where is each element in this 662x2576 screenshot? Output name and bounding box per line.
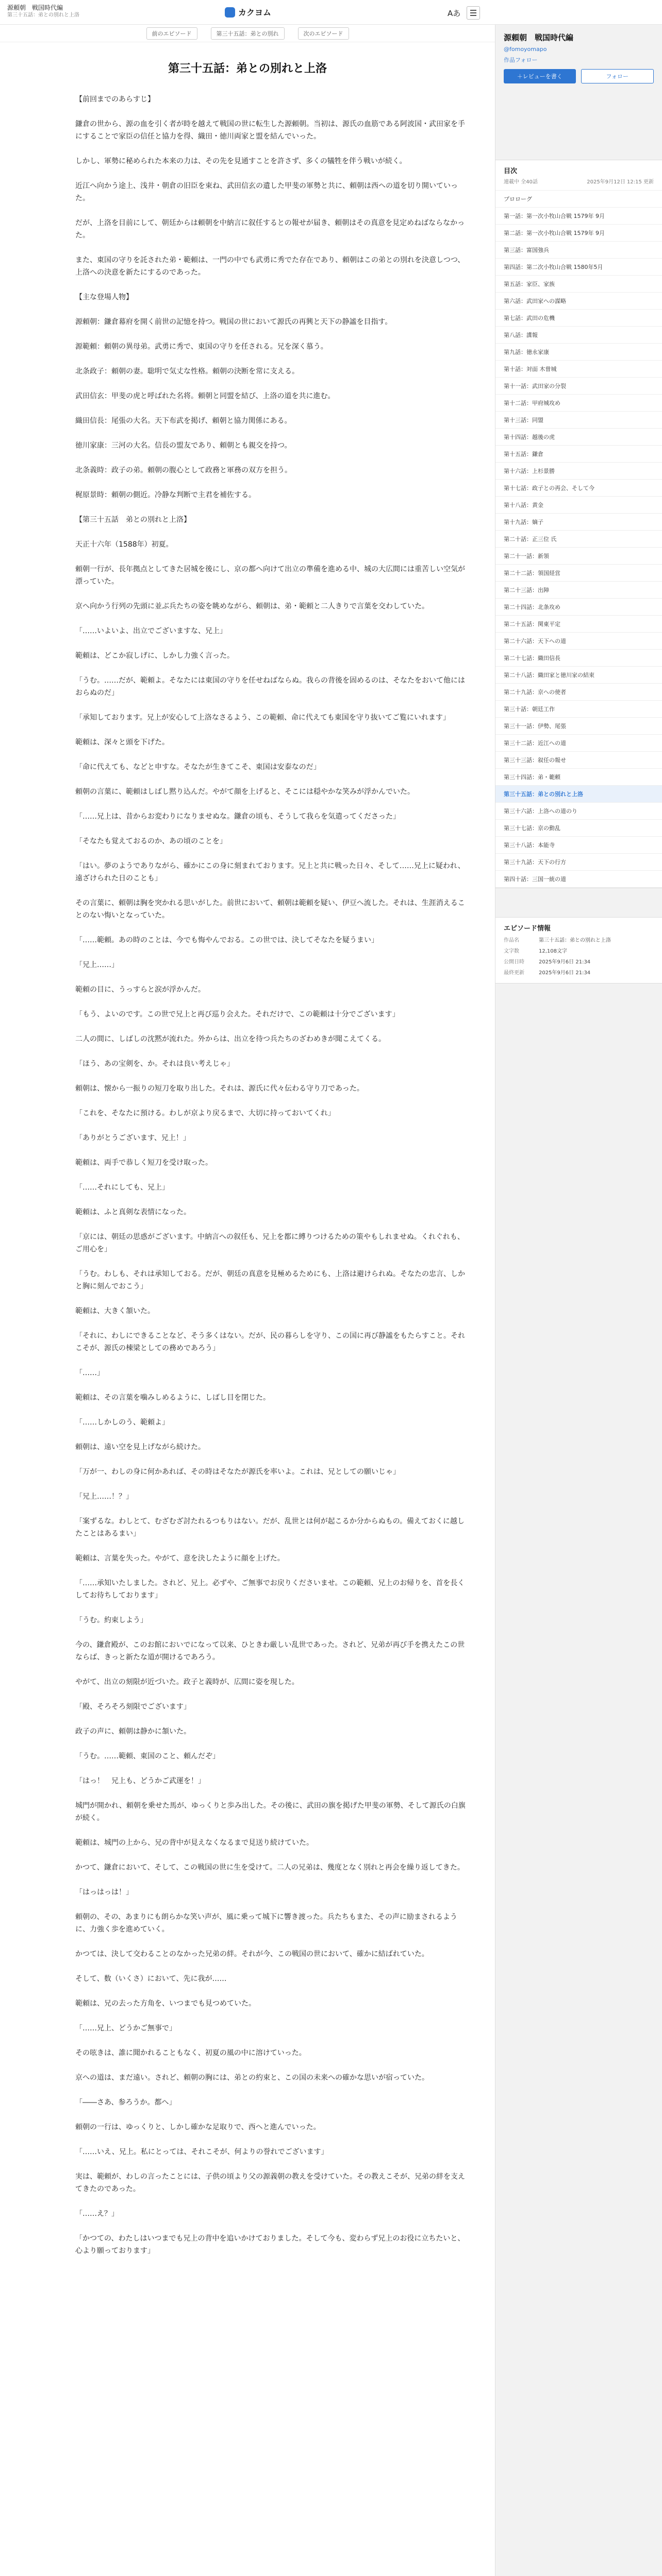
sidebar-header xyxy=(495,25,662,83)
toc-item[interactable]: 第十七話：政子との再会、そして今 xyxy=(495,480,662,497)
body-paragraph: 「万が一、わしの身に何かあれば、その時はそなたが源氏を率いよ。これは、兄としての願いじゃ」 xyxy=(75,1468,400,1476)
body-paragraph: 範頼は、どこか寂しげに、しかし力強く言った。 xyxy=(75,652,234,660)
body-paragraph: 範頼は、言葉を失った。やがて、意を決したように顔を上げた。 xyxy=(75,1554,285,1563)
body-paragraph: 範頼は、深々と頭を下げた。 xyxy=(75,738,169,747)
sidebar-work-title[interactable]: 源頼朝 戦国時代編 xyxy=(504,33,574,42)
body-paragraph: 範頼は、大きく頷いた。 xyxy=(75,1307,155,1315)
site-header xyxy=(0,0,662,25)
toc-item[interactable]: 第七話：武田の危機 xyxy=(495,310,662,327)
toc-item[interactable]: 第二十七話：織田信長 xyxy=(495,650,662,667)
toc-item[interactable]: 第十二話：甲府城攻め xyxy=(495,395,662,412)
body-paragraph: 「……承知いたしました。されど、兄上。必ずや、ご無事でお戻りくださいませ。この範頼、兄上のお帰りを、首を長くしてお待ちしております」 xyxy=(75,1579,465,1600)
toc-item[interactable]: 第二十三話：出陣 xyxy=(495,582,662,599)
body-paragraph: 範頼の目に、うっすらと涙が浮かんだ。 xyxy=(75,986,205,994)
sidebar-buttons xyxy=(504,69,654,83)
body-paragraph: だが、上洛を目前にして、朝廷からは頼朝を中納言に叙任するとの報せが届き、頼朝はその真意を見定めねばならなかった。 xyxy=(75,219,465,240)
body-paragraph: 「……兄上は、昔からお変わりになりませぬな。鎌倉の頃も、そうして我らを気遣ってくださった」 xyxy=(75,812,400,821)
reader-main xyxy=(0,25,495,2576)
body-paragraph: 二人の間に、しばしの沈黙が流れた。外からは、出立を待つ兵たちのざわめきが聞こえてくる。 xyxy=(75,1035,386,1043)
body-paragraph: 「承知しております。兄上が安心して上洛なさるよう、この範頼、命に代えても東国を守り抜いてご覧にいれます」 xyxy=(75,714,450,722)
toc-item[interactable]: 第三十八話：本能寺 xyxy=(495,837,662,854)
episode-index-button[interactable]: 第三十五話：弟との別れ xyxy=(211,27,285,40)
sidebar xyxy=(495,25,662,2576)
header-breadcrumb: 第三十五話：弟との別れと上洛 xyxy=(7,12,79,18)
info-value: 2025年9月6日 21:34 xyxy=(539,970,591,976)
toc-item[interactable]: 第二十六話：天下への道 xyxy=(495,633,662,650)
toc-item[interactable]: 第八話：諜報 xyxy=(495,327,662,344)
body-paragraph: 政子の声に、頼朝は静かに頷いた。 xyxy=(75,1727,191,1736)
body-paragraph: その呟きは、誰に聞かれることもなく、初夏の風の中に溶けていった。 xyxy=(75,2049,306,2057)
toc-item[interactable]: 第三十九話：天下の行方 xyxy=(495,854,662,871)
toc-meta xyxy=(504,177,654,185)
body-paragraph: 「殿、そろそろ刻限でございます」 xyxy=(75,1703,191,1711)
body-paragraph: 範頼は、両手で恭しく短刀を受け取った。 xyxy=(75,1159,212,1167)
body-paragraph: しかし、軍勢に秘められた本来の力は、その先を見通すことを許さず、多くの犠牲を伴う戦いが続く。 xyxy=(75,157,407,165)
toc-item[interactable]: 第十九話：嫡子 xyxy=(495,514,662,531)
body-paragraph: 「それに、わしにできることなど、そう多くはない。だが、民の暮らしを守り、この国に再び静謐をもたらすこと。それこそが、源氏の棟梁としての務めであろう」 xyxy=(75,1332,465,1352)
info-value: 第三十五話：弟との別れと上洛 xyxy=(539,938,611,943)
sidebar-follow-count: 作品フォロー xyxy=(504,57,538,63)
info-row xyxy=(504,957,654,965)
body-paragraph: 城門が開かれ、頼朝を乗せた馬が、ゆっくりと歩み出した。その後に、武田の旗を掲げた甲斐の軍勢、そして源氏の白旗が続く。 xyxy=(75,1802,466,1822)
info-key: 作品名 xyxy=(504,938,519,943)
toc-item[interactable]: 第十一話：武田家の分裂 xyxy=(495,378,662,395)
toc-item[interactable]: 第三十四話：弟・範頼 xyxy=(495,769,662,786)
toc-item[interactable]: 第三十話：朝廷工作 xyxy=(495,701,662,718)
logo-text: カクヨム xyxy=(238,8,272,18)
toc-updated: 2025年9月12日 12:15 更新 xyxy=(587,179,654,185)
body-paragraph: 「はっ！ 兄上も、どうかご武運を！」 xyxy=(75,1777,205,1785)
body-paragraph: 「うむ。……範頼、東国のこと、頼んだぞ」 xyxy=(75,1752,220,1760)
body-paragraph: 頼朝の一行は、ゆっくりと、しかし確かな足取りで、西へと進んでいった。 xyxy=(75,2123,321,2131)
body-paragraph: 「京には、朝廷の思惑がございます。中納言への叙任も、兄上を都に縛りつけるための策やもしれませぬ。くれぐれも、ご用心を」 xyxy=(75,1233,465,1253)
body-paragraph: 「案ずるな。わしとて、むざむざ討たれるつもりはない。だが、乱世とは何が起こるか分からぬもの。備えておくに越したことはあるまい」 xyxy=(75,1517,465,1538)
body-paragraph: 「ありがとうございます、兄上！」 xyxy=(75,1134,190,1142)
body-paragraph: 「……いよいよ、出立でございますな、兄上」 xyxy=(75,627,227,635)
body-paragraph: 今の、鎌倉殿が、このお館においでになって以来、ひときわ厳しい乱世であった。されど、兄弟が再び手を携えたこの世ならば、きっと新たな道が開けるであろう。 xyxy=(75,1641,465,1662)
body-paragraph: 「そなたも覚えておるのか、あの頃のことを」 xyxy=(75,837,227,845)
toc-item[interactable]: 第三十三話：叙任の報せ xyxy=(495,752,662,769)
toc-item[interactable]: 第十三話：同盟 xyxy=(495,412,662,429)
toc-title: 目次 xyxy=(504,167,518,175)
body-paragraph: 天正十六年（1588年）初夏。 xyxy=(75,540,173,549)
toc-list xyxy=(495,191,662,888)
body-paragraph: 京へ向かう行列の先頭に並ぶ兵たちの姿を眺めながら、頼朝は、弟・範頼と二人きりで言葉を交わしていた。 xyxy=(75,602,429,611)
header-tools xyxy=(448,6,480,20)
text-size-button[interactable]: Aあ xyxy=(448,8,461,18)
body-paragraph: 【前回までのあらすじ】 xyxy=(75,95,155,104)
info-row xyxy=(504,936,654,943)
body-paragraph: 北条義時：政子の弟。頼朝の腹心として政務と軍務の双方を担う。 xyxy=(75,466,292,474)
body-paragraph: 「……範頼。あの時のことは、今でも悔やんでおる。この世では、決してそなたを疑うまい」 xyxy=(75,936,378,944)
write-review-button[interactable]: ＋レビューを書く xyxy=(504,69,576,83)
body-paragraph: その言葉に、頼朝は胸を突かれる思いがした。前世において、頼朝は範頼を疑い、伊豆へ流した。それは、生涯消えることのない悔いとなっていた。 xyxy=(75,899,465,920)
body-paragraph: 武田信玄：甲斐の虎と呼ばれた名将。頼朝と同盟を結び、上洛の道を共に進む。 xyxy=(75,392,335,400)
body-paragraph: 「……しかしのう、範頼よ」 xyxy=(75,1418,169,1427)
toc-item[interactable]: 第四十話：三国一統の道 xyxy=(495,871,662,888)
body-paragraph: 頼朝の言葉に、範頼はしばし黙り込んだ。やがて顔を上げると、そこには穏やかな笑みが浮かんでいた。 xyxy=(75,788,415,796)
toc-item[interactable]: 第二十一話：新領 xyxy=(495,548,662,565)
info-row xyxy=(504,946,654,954)
body-paragraph: 範頼は、ふと真剣な表情になった。 xyxy=(75,1208,191,1216)
body-paragraph: 源範頼：頼朝の異母弟。武勇に秀で、東国の守りを任される。兄を深く慕う。 xyxy=(75,343,328,351)
site-logo[interactable] xyxy=(225,6,271,18)
body-paragraph: 頼朝の、その、あまりにも朗らかな笑い声が、風に乗って城下に響き渡った。兵たちもまた、その声に励まされるように、力強く歩を進めていく。 xyxy=(75,1913,457,1934)
episode-info-list xyxy=(504,936,654,976)
toc-item[interactable]: 第二十二話：領国経営 xyxy=(495,565,662,582)
toc-count: 連載中 全40話 xyxy=(504,179,538,185)
episode-info-title: エピソード情報 xyxy=(504,925,551,933)
info-key: 文字数 xyxy=(504,948,519,954)
header-work-title[interactable]: 源頼朝 戦国時代編 xyxy=(7,4,63,11)
table-of-contents xyxy=(495,160,662,888)
toc-item[interactable]: 第十四話：越後の虎 xyxy=(495,429,662,446)
toc-header xyxy=(495,160,662,191)
toc-item[interactable]: 第十五話：鎌倉 xyxy=(495,446,662,463)
toc-item[interactable]: 第三話：富国強兵 xyxy=(495,242,662,259)
body-paragraph: 範頼は、城門の上から、兄の背中が見えなくなるまで見送り続けていた。 xyxy=(75,1839,313,1847)
episode-nav xyxy=(0,25,495,42)
toc-item[interactable]: 第二十四話：北条攻め xyxy=(495,599,662,616)
toc-item[interactable]: 第一話：第一次小牧山合戦 1579年 9月 xyxy=(495,208,662,225)
body-paragraph: 「かつての、わたしはいつまでも兄上の背中を追いかけておりました。そして今も、変わらず兄上のお役に立ちたいと、心より願っております」 xyxy=(75,2234,465,2255)
body-paragraph: 「これを、そなたに預ける。わしが京より戻るまで、大切に持っておいてくれ」 xyxy=(75,1109,335,1117)
info-value: 12,108文字 xyxy=(539,948,567,954)
body-paragraph: 徳川家康：三河の大名。信長の盟友であり、頼朝とも親交を持つ。 xyxy=(75,442,292,450)
body-paragraph: かつては、決して交わることのなかった兄弟の絆。それが今、この戦国の世において、確かに結ばれていた。 xyxy=(75,1950,429,1958)
info-value: 2025年9月6日 21:34 xyxy=(539,959,591,965)
info-row xyxy=(504,968,654,976)
toc-item[interactable]: 第二十九話：京への使者 xyxy=(495,684,662,701)
toc-item[interactable]: 第九話：徳永家康 xyxy=(495,344,662,361)
body-paragraph: 「……え？」 xyxy=(75,2210,119,2218)
episode-body xyxy=(75,93,467,2257)
toc-item[interactable]: 第二話：第一次小牧山合戦 1579年 9月 xyxy=(495,225,662,242)
body-paragraph: 「もう、よいのです。この世で兄上と再び巡り会えた。それだけで、この範頼は十分でございます」 xyxy=(75,1010,400,1019)
toc-item[interactable]: 第三十二話：近江への道 xyxy=(495,735,662,752)
body-paragraph: 頼朝は、遠い空を見上げながら続けた。 xyxy=(75,1443,205,1451)
body-paragraph: 「――さあ、参ろうか。都へ」 xyxy=(75,2098,176,2107)
toc-item[interactable]: 第三十七話：京の動乱 xyxy=(495,820,662,837)
body-paragraph: やがて、出立の刻限が近づいた。政子と義時が、広間に姿を現した。 xyxy=(75,1678,299,1686)
body-paragraph: 実は、範頼が、わしの言ったことには、子供の頃より父の源義朝の教えを受けていた。その教えこそが、兄弟の絆を支えてきたのであった。 xyxy=(75,2173,465,2193)
toc-item[interactable]: 第四話：第二次小牧山合戦 1580年5月 xyxy=(495,259,662,276)
body-paragraph: 「うむ。……だが、範頼よ。そなたには東国の守りを任せねばならぬ。我らの背後を固めるのは、そなたをおいて他にはおらぬのだ」 xyxy=(75,676,465,697)
toc-item[interactable]: 第三十六話：上洛への道のり xyxy=(495,803,662,820)
body-paragraph: 「うむ。約束しよう」 xyxy=(75,1616,147,1624)
body-paragraph: 梶原景時：頼朝の側近。冷静な判断で主君を補佐する。 xyxy=(75,491,256,499)
prev-episode-button[interactable]: 前のエピソード xyxy=(146,27,197,40)
body-paragraph: また、東国の守りを託された弟・範頼は、一門の中でも武勇に秀でた存在であり、頼朝はこの弟との別れを決意しつつ、上洛への決意を新たにするのであった。 xyxy=(75,256,465,277)
body-paragraph: 「はい。夢のようでありながら、確かにこの身に刻まれております。兄上と共に戦った日々、そして……兄上に疑われ、遠ざけられた日のことも」 xyxy=(75,862,465,883)
body-paragraph: 「はっはっは！」 xyxy=(75,1888,133,1896)
toc-item[interactable]: 第三十五話：弟との別れと上洛 xyxy=(495,786,662,803)
sidebar-author[interactable]: @fomoyomapo xyxy=(504,46,547,53)
episode-info xyxy=(495,917,662,984)
body-paragraph: 【主な登場人物】 xyxy=(75,293,133,301)
body-paragraph: 源頼朝：鎌倉幕府を開く前世の記憶を持つ。戦国の世において源氏の再興と天下の静謐を目指す。 xyxy=(75,318,392,326)
body-paragraph: そして、数（いくさ）において、先に我が…… xyxy=(75,1975,227,1983)
follow-button[interactable]: フォロー xyxy=(581,69,654,83)
body-paragraph: 「……兄上、どうかご無事で」 xyxy=(75,2024,176,2032)
toc-item[interactable]: 第五話：家臣、家族 xyxy=(495,276,662,293)
body-paragraph: 近江へ向かう途上、浅井・朝倉の旧臣を束ね、武田信玄の遺した甲斐の軍勢と共に、頼朝は西への道を切り開いていった。 xyxy=(75,182,458,202)
body-paragraph: 「うむ。わしも、それは承知しておる。だが、朝廷の真意を見極めるためにも、上洛は避けられぬ。そなたの忠言、しかと胸に刻んでおこう」 xyxy=(75,1270,465,1291)
body-paragraph: 鎌倉の世から、源の血を引く者が時を越えて戦国の世に転生した源頼朝。当初は、源氏の血筋である阿波国・武田家を手にすることで家臣の信任と協力を得、織田・徳川両家と盟を結んでいった。 xyxy=(75,120,465,141)
info-key: 最終更新 xyxy=(504,970,524,976)
body-paragraph: 「命に代えても、などと申すな。そなたが生きてこそ、東国は安泰なのだ」 xyxy=(75,763,321,771)
body-paragraph: 頼朝一行が、長年拠点としてきた居城を後にし、京の都へ向けて出立の準備を進める中、城の大広間には重苦しい空気が漂っていた。 xyxy=(75,565,465,586)
toc-item[interactable]: プロローグ xyxy=(495,191,662,208)
toc-item[interactable]: 第十八話：黄金 xyxy=(495,497,662,514)
toc-item[interactable]: 第二十五話：関東平定 xyxy=(495,616,662,633)
body-paragraph: 京への道は、まだ遠い。されど、頼朝の胸には、弟との約束と、この国の未来への確かな思いが宿っていた。 xyxy=(75,2074,429,2082)
body-paragraph: 「……いえ、兄上。私にとっては、それこそが、何よりの誉れでございます」 xyxy=(75,2148,328,2156)
toc-item[interactable]: 第二十八話：織田家と徳川家の結束 xyxy=(495,667,662,684)
toc-item[interactable]: 第十六話：上杉景勝 xyxy=(495,463,662,480)
toc-item[interactable]: 第十話：対面 木曽城 xyxy=(495,361,662,378)
toc-item[interactable]: 第三十一話：伊勢、尾張 xyxy=(495,718,662,735)
body-paragraph: 織田信長：尾張の大名。天下布武を掲げ、頼朝と協力関係にある。 xyxy=(75,417,292,425)
kakuyomu-logo-icon xyxy=(225,7,235,18)
body-paragraph: 「兄上……」 xyxy=(75,961,119,969)
episode-title: 第三十五話：弟との別れと上洛 xyxy=(168,62,327,75)
body-paragraph: かつて、鎌倉において、そして、この戦国の世に生を受けて。二人の兄弟は、幾度となく別れと再会を繰り返してきた。 xyxy=(75,1863,465,1872)
body-paragraph: 「兄上……！？」 xyxy=(75,1493,133,1501)
header-work-info[interactable] xyxy=(7,4,79,19)
body-paragraph: 【第三十五話 弟との別れと上洛】 xyxy=(75,516,191,524)
toc-item[interactable]: 第二十話：正三位 氏 xyxy=(495,531,662,548)
body-paragraph: 北条政子：頼朝の妻。聡明で気丈な性格。頼朝の決断を常に支える。 xyxy=(75,367,299,376)
menu-icon[interactable] xyxy=(467,6,480,20)
toc-item[interactable]: 第六話：武田家への謀略 xyxy=(495,293,662,310)
body-paragraph: 「……それにしても、兄上」 xyxy=(75,1183,169,1192)
body-paragraph: 範頼は、兄の去った方角を、いつまでも見つめていた。 xyxy=(75,1999,256,2008)
next-episode-button[interactable]: 次のエピソード xyxy=(298,27,349,40)
body-paragraph: 頼朝は、懐から一振りの短刀を取り出した。それは、源氏に代々伝わる守り刀であった。 xyxy=(75,1084,364,1093)
body-paragraph: 「……」 xyxy=(75,1369,104,1377)
body-paragraph: 範頼は、その言葉を噛みしめるように、しばし目を閉じた。 xyxy=(75,1394,270,1402)
info-key: 公開日時 xyxy=(504,959,524,965)
body-paragraph: 「ほう、あの宝剣を、か。それは良い考えじゃ」 xyxy=(75,1060,234,1068)
